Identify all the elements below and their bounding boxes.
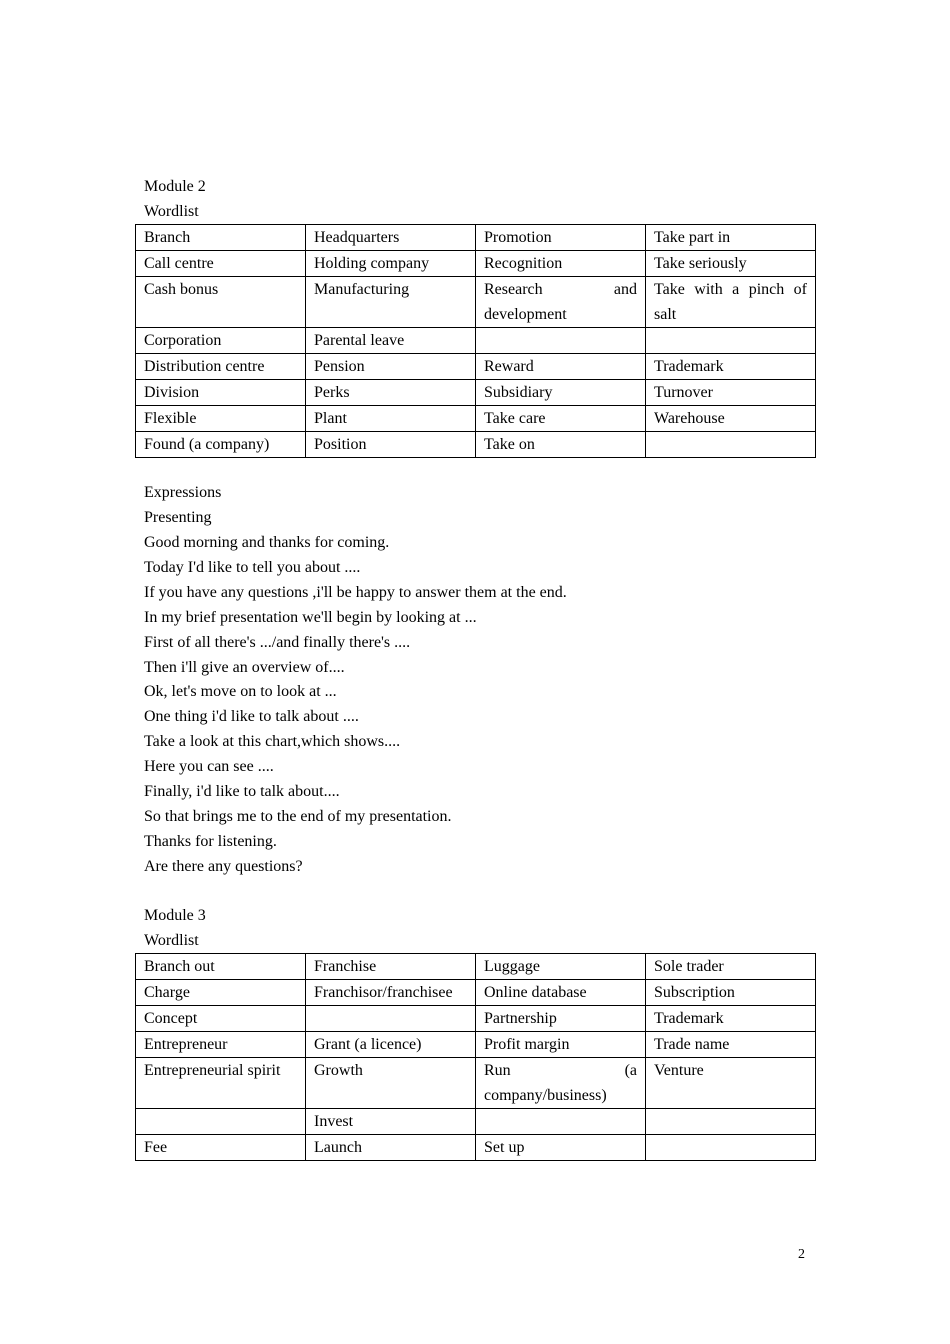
table-cell: Manufacturing (306, 277, 476, 328)
expression-line: First of all there's .../and finally there's .... (144, 633, 411, 651)
expression-line: Today I'd like to tell you about .... (144, 558, 361, 576)
table-cell (646, 1109, 816, 1135)
table-row (136, 1058, 816, 1109)
table-cell: Reward (476, 354, 646, 380)
table-cell: Found (a company) (136, 432, 306, 458)
table-cell: Grant (a licence) (306, 1032, 476, 1058)
table-cell: Luggage (476, 954, 646, 980)
expression-line: Then i'll give an overview of.... (144, 658, 345, 676)
table-cell: Cash bonus (136, 277, 306, 328)
expression-line: Take a look at this chart,which shows.... (144, 733, 401, 751)
expression-line: Finally, i'd like to talk about.... (144, 783, 340, 800)
table-cell: Position (306, 432, 476, 458)
table-row (136, 225, 816, 251)
table-cell (306, 1006, 476, 1032)
table-cell: Branch (136, 225, 306, 251)
table-cell: Division (136, 380, 306, 406)
table-cell: Profit margin (476, 1032, 646, 1058)
table-cell: Take with a pinch of salt (646, 277, 816, 328)
module2-title: Module 2 (144, 178, 206, 195)
table-cell: Online database (476, 980, 646, 1006)
table-cell: Fee (136, 1135, 306, 1161)
table-row (136, 954, 816, 980)
table-cell (476, 328, 646, 354)
table-cell: Holding company (306, 251, 476, 277)
expression-line: Thanks for listening. (144, 832, 277, 850)
module3-wordlist-table (135, 953, 816, 1161)
table-cell: Headquarters (306, 225, 476, 251)
table-cell: Charge (136, 980, 306, 1006)
table-row (136, 380, 816, 406)
table-cell: Launch (306, 1135, 476, 1161)
table-row (136, 328, 816, 354)
expression-line: One thing i'd like to talk about .... (144, 708, 359, 726)
table-row (136, 251, 816, 277)
module3-title: Module 3 (144, 907, 206, 924)
table-cell: Franchise (306, 954, 476, 980)
expression-line: In my brief presentation we'll begin by looking at ... (144, 608, 477, 626)
table-row (136, 980, 816, 1006)
table-cell: Trademark (646, 354, 816, 380)
table-cell: Perks (306, 380, 476, 406)
module3-wordlist-label: Wordlist (144, 932, 199, 949)
table-cell (476, 1109, 646, 1135)
expression-line: Good morning and thanks for coming. (144, 534, 390, 551)
table-cell: Subsidiary (476, 380, 646, 406)
expression-line: So that brings me to the end of my presentation. (144, 807, 452, 825)
module2-wordlist-table (135, 224, 816, 458)
table-cell: Venture (646, 1058, 816, 1109)
table-cell (646, 328, 816, 354)
table-cell: Trademark (646, 1006, 816, 1032)
table-cell: Pension (306, 354, 476, 380)
table-cell: Corporation (136, 328, 306, 354)
table-row (136, 1032, 816, 1058)
table-cell: Subscription (646, 980, 816, 1006)
table-row (136, 432, 816, 458)
table-cell: Warehouse (646, 406, 816, 432)
table-cell (646, 432, 816, 458)
module2-wordlist-label: Wordlist (144, 203, 199, 220)
expression-line: Are there any questions? (144, 857, 303, 875)
table-cell (646, 1135, 816, 1161)
table-cell: Set up (476, 1135, 646, 1161)
expression-line: Ok, let's move on to look at ... (144, 683, 337, 701)
table-cell: Call centre (136, 251, 306, 277)
table-cell: Partnership (476, 1006, 646, 1032)
table-cell: Take seriously (646, 251, 816, 277)
expressions-subtitle: Presenting (144, 509, 212, 526)
table-cell: Run (a company/business) (476, 1058, 646, 1109)
table-cell: Flexible (136, 406, 306, 432)
table-cell: Invest (306, 1109, 476, 1135)
expression-line: If you have any questions ,i'll be happy to answer them at the end. (144, 583, 567, 601)
table-cell: Distribution centre (136, 354, 306, 380)
table-row (136, 1006, 816, 1032)
table-cell: Take care (476, 406, 646, 432)
expression-line: Here you can see .... (144, 758, 274, 776)
table-cell: Research and development (476, 277, 646, 328)
table-cell: Trade name (646, 1032, 816, 1058)
table-row (136, 406, 816, 432)
table-cell: Turnover (646, 380, 816, 406)
table-row (136, 277, 816, 328)
table-row (136, 1135, 816, 1161)
table-cell: Franchisor/franchisee (306, 980, 476, 1006)
page-number: 2 (798, 1247, 805, 1262)
table-cell (136, 1109, 306, 1135)
table-cell: Concept (136, 1006, 306, 1032)
table-cell: Parental leave (306, 328, 476, 354)
table-cell: Promotion (476, 225, 646, 251)
table-cell: Take on (476, 432, 646, 458)
table-cell: Sole trader (646, 954, 816, 980)
table-cell: Entrepreneurial spirit (136, 1058, 306, 1109)
table-cell: Growth (306, 1058, 476, 1109)
table-cell: Plant (306, 406, 476, 432)
table-cell: Entrepreneur (136, 1032, 306, 1058)
table-cell: Recognition (476, 251, 646, 277)
table-cell: Take part in (646, 225, 816, 251)
expressions-title: Expressions (144, 484, 222, 501)
table-row (136, 1109, 816, 1135)
table-cell: Branch out (136, 954, 306, 980)
table-row (136, 354, 816, 380)
